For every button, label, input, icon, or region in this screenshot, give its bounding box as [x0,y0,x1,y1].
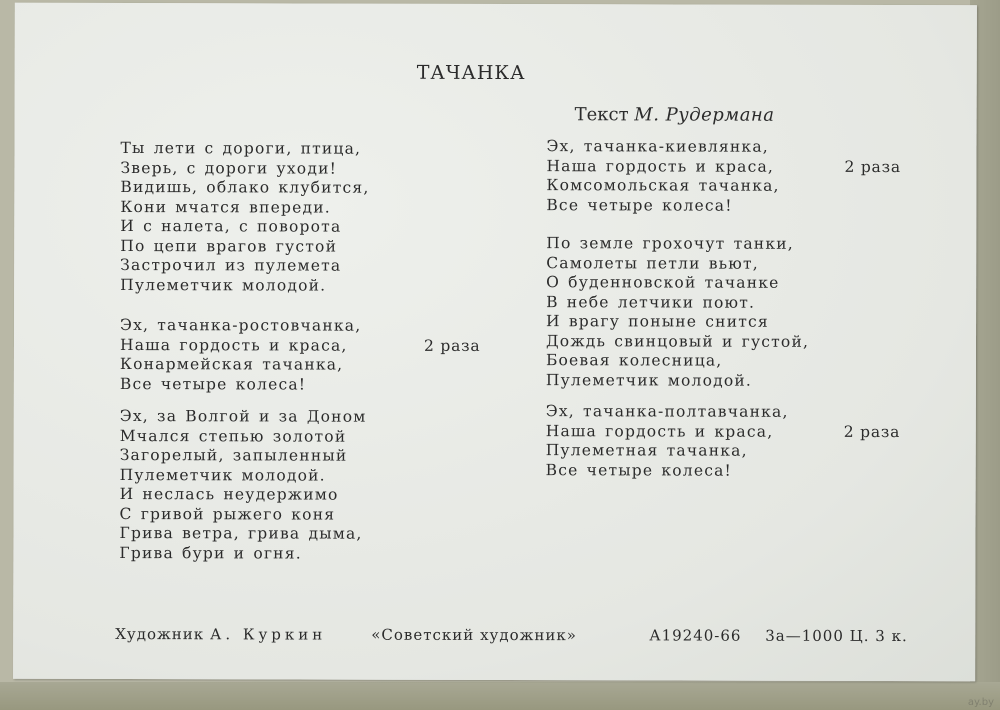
verse-line: О буденновской тачанке [546,273,780,292]
footer-print-info: 3а—1000 Ц. 3 к. [765,626,908,646]
verse-line: Все четыре колеса! [545,460,733,480]
verse-line: Пулеметчик молодой. [120,275,327,295]
verse-line: Все четыре колеса! [546,195,733,215]
verse-line: Зверь, с дороги уходи! [120,158,338,178]
repeat-note: 2 раза [423,336,481,355]
verse-line: С гривой рыжего коня [119,504,336,524]
repeat-note: 2 раза [843,422,901,442]
artist-name: А. Куркин [209,625,327,644]
verse-line: Наша гордость и краса, [119,335,348,355]
verse-line: Грива бури и огня. [119,543,302,562]
chorus-3 [546,402,789,481]
song-title: ТАЧАНКА [416,61,526,85]
verse-line: Наша гордость и краса, [546,156,775,176]
verse-line: Загорелый, запыленный [119,446,348,465]
background-bottom [0,682,1000,710]
verse-line: Дождь свинцовый и густой, [545,331,810,351]
verse-line: Конармейская тачанка, [119,355,344,374]
chorus-1 [120,316,362,395]
verse-line: Пулеметчик молодой. [545,370,753,390]
author-prefix: Текст [574,104,629,126]
verse-line: В небе летчики поют. [546,292,756,312]
repeat-note: 2 раза [844,157,901,177]
stanza-3 [546,234,810,391]
artist-prefix: Художник [115,625,205,644]
verse-line: По земле грохочут танки, [546,234,794,253]
footer-publisher: «Советский художник» [371,625,578,645]
postcard [13,3,977,682]
verse-line: Комсомольская тачанка, [546,176,780,195]
verse-line: И неслась неудержимо [119,485,339,504]
lyrics-author [575,104,775,126]
watermark: ay.by [967,697,994,708]
verse-line: Все четыре колеса! [119,374,307,394]
verse-line: Видишь, облако клубится, [120,178,370,197]
verse-line: Боевая колесница, [545,351,723,370]
verse-line: Самолеты петли вьют, [546,253,759,273]
verse-line: И с налета, с поворота [120,217,342,236]
verse-line: Мчался степью золотой [119,426,347,446]
footer-code: А19240-66 [649,626,742,645]
verse-line: Грива ветра, грива дыма, [119,524,363,543]
footer-artist [115,625,326,644]
verse-line: Эх, за Волгой и за Доном [119,407,367,426]
verse-line: Эх, тачанка-киевлянка, [546,137,769,156]
verse-line: Пулеметная тачанка, [545,441,748,460]
verse-line: Эх, тачанка-полтавчанка, [545,402,789,421]
verse-line: Эх, тачанка-ростовчанка, [120,316,362,335]
verse-line: Застрочил из пулемета [120,256,342,275]
author-name: М. Рудермана [634,104,775,126]
verse-line: Наша гордость и краса, [545,421,774,441]
verse-line: И врагу поныне снится [546,312,769,331]
stanza-2 [119,407,366,564]
verse-line: Ты лети с дороги, птица, [120,139,362,158]
chorus-2 [546,137,779,216]
stanza-1 [120,139,369,296]
verse-line: По цепи врагов густой [120,236,338,256]
verse-line: Кони мчатся впереди. [120,197,331,217]
verse-line: Пулеметчик молодой. [119,465,326,485]
